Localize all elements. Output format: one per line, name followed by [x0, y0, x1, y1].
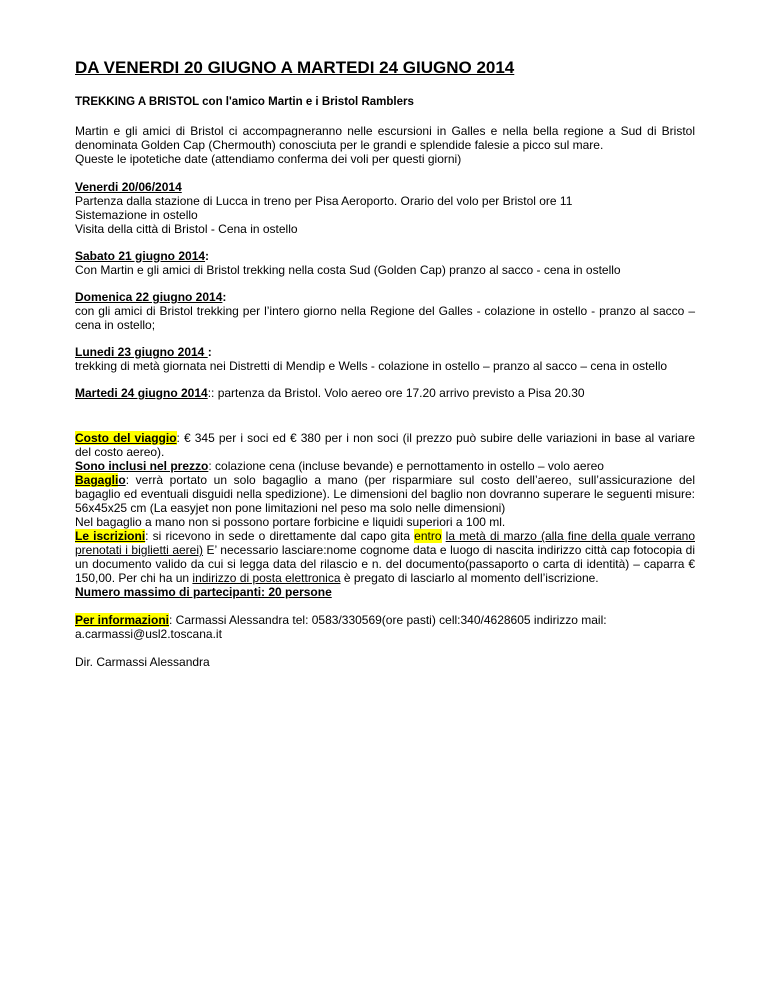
day-heading: Lunedi 23 giugno 2014 — [75, 345, 208, 359]
iscrizioni-paragraph — [75, 529, 695, 585]
day-text: :: partenza da Bristol. Volo aereo ore 17.20 arrivo previsto a Pisa 20.30 — [207, 386, 585, 400]
day-heading: Venerdi 20/06/2014 — [75, 180, 182, 194]
day-line: Sistemazione in ostello — [75, 208, 198, 222]
max-participants: Numero massimo di partecipanti: 20 persone — [75, 585, 332, 599]
document-page — [75, 58, 695, 669]
intro-paragraph — [75, 124, 695, 166]
day-line: Partenza dalla stazione di Lucca in treno per Pisa Aeroporto. Orario del volo per Bristol ore 11 — [75, 194, 573, 208]
bagaglio-text: : verrà portato un solo bagaglio a mano (per risparmiare sul costo dell’aereo, sull’assicurazione del bagaglio ed eventuali disguidi nella spedizione). Le dimensioni del baglio non dovranno superare le seguenti misure: 56x45x25 cm (La easyjet non pone limitazioni nel peso ma solo nelle dimensioni) — [75, 473, 695, 515]
document-title: DA VENERDI 20 GIUGNO A MARTEDI 24 GIUGNO 2014 — [75, 58, 515, 77]
day-heading: Martedi 24 giugno 2014 — [75, 386, 208, 400]
iscrizioni-text-3: è pregato di lasciarlo al momento dell’iscrizione. — [340, 571, 599, 585]
day-heading: Domenica 22 giugno 2014 — [75, 290, 223, 304]
costo-paragraph — [75, 431, 695, 459]
day-line: con gli amici di Bristol trekking per l’intero giorno nella Regione del Galles - colazione in ostello - pranzo al sacco – cena in ostello; — [75, 304, 695, 332]
iscrizioni-text: : si ricevono in sede o direttamente dal capo gita — [145, 529, 415, 543]
signature: Dir. Carmassi Alessandra — [75, 655, 210, 669]
day-domenica — [75, 290, 695, 332]
bagaglio-label-end: o — [118, 473, 126, 487]
spacer — [75, 413, 695, 431]
day-line: trekking di metà giornata nei Distretti di Mendip e Wells - colazione in ostello – pranzo al sacco – cena in ostello — [75, 359, 668, 373]
bagaglio-label: Bagagli — [75, 473, 119, 487]
inclusi-paragraph — [75, 459, 695, 473]
trip-info-section — [75, 431, 695, 599]
bagaglio-paragraph — [75, 473, 695, 515]
intro-line: Queste le ipotetiche date (attendiamo conferma dei voli per questi giorni) — [75, 152, 462, 166]
bagaglio-line2: Nel bagaglio a mano non si possono portare forbicine e liquidi superiori a 100 ml. — [75, 515, 506, 529]
day-martedi — [75, 386, 695, 400]
day-venerdi — [75, 180, 695, 236]
day-line: Con Martin e gli amici di Bristol trekking nella costa Sud (Golden Cap) pranzo al sacco - cena in ostello — [75, 263, 621, 277]
inclusi-label: Sono inclusi nel prezzo — [75, 459, 209, 473]
day-heading: Sabato 21 giugno 2014 — [75, 249, 206, 263]
costo-label: Costo del viaggio — [75, 431, 177, 445]
day-lunedi — [75, 345, 695, 373]
day-heading-colon: : — [207, 345, 212, 359]
costo-text: : € 345 per i soci ed € 380 per i non soci (il prezzo può subire delle variazioni in base al variare del costo aereo). — [75, 431, 695, 459]
inclusi-text: : colazione cena (incluse bevande) e pernottamento in ostello – volo aereo — [208, 459, 604, 473]
contact-paragraph — [75, 613, 695, 641]
day-sabato — [75, 249, 695, 277]
iscrizioni-deadline: la metà di marzo (alla fine della quale verrano prenotati i biglietti aerei) — [75, 529, 695, 557]
day-heading-colon: : — [222, 290, 227, 304]
day-line: Visita della città di Bristol - Cena in ostello — [75, 222, 298, 236]
contact-label: Per informazioni — [75, 613, 170, 627]
contact-text: : Carmassi Alessandra tel: 0583/330569(ore pasti) cell:340/4628605 indirizzo mail: a.carmassi@usl2.toscana.it — [75, 613, 607, 641]
iscrizioni-label: Le iscrizioni — [75, 529, 146, 543]
email-note-underlined: indirizzo di posta elettronica — [192, 571, 341, 585]
spacer — [75, 641, 695, 655]
intro-line: Martin e gli amici di Bristol ci accompagneranno nelle escursioni in Galles e nella bella regione a Sud di Bristol denominata Golden Cap (Chermouth) conosciuta per le grandi e splendide falesie a picco sul mare. — [75, 124, 695, 152]
day-heading-colon: : — [205, 249, 210, 263]
iscrizioni-text-2: E’ necessario lasciare:nome cognome data e luogo di nascita indirizzo città cap fotocopia di un documento valido da cui si legga data del rilascio e n. del documento(passaporto o carta di identità) – caparra € 150,00. Per chi ha un — [75, 543, 695, 585]
spacer — [75, 599, 695, 613]
document-subtitle: TREKKING A BRISTOL con l'amico Martin e i Bristol Ramblers — [75, 96, 414, 108]
entro-highlight: entro — [414, 529, 442, 543]
